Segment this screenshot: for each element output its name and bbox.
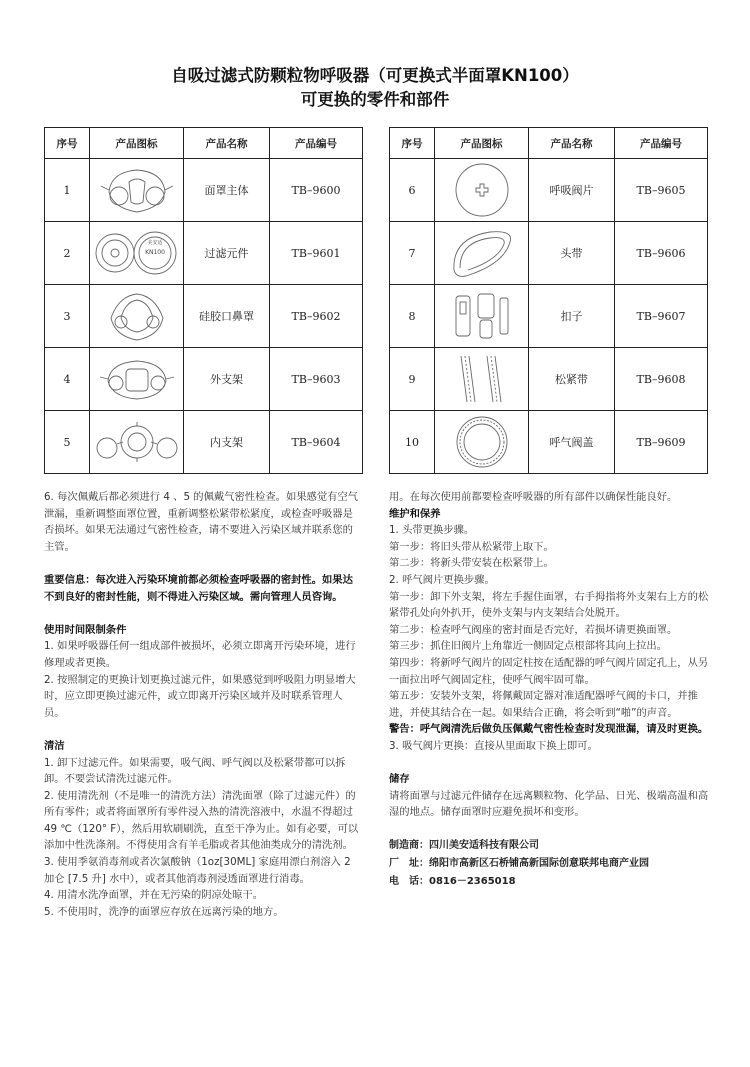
row-product-code: TB–9604 bbox=[270, 411, 363, 474]
manufacturer-company: 制造商：四川美安适科技有限公司 bbox=[389, 840, 539, 852]
paragraph: 3. 使用季氨消毒剂或者次氯酸钠（1oz[30ML] 家庭用漂白剂溶入 2 加仑 [7.5 升] 水中），或者其他消毒剂浸透面罩进行消毒。 bbox=[44, 856, 351, 885]
row-icon-cell bbox=[435, 159, 529, 222]
row-icon-cell bbox=[90, 159, 184, 222]
paragraph: 第三步：抓住旧阀片上角靠近一侧固定点根部将其向上拉出。 bbox=[389, 640, 668, 653]
head-strap-icon bbox=[435, 224, 528, 282]
instructions-right-column bbox=[389, 489, 713, 891]
table-header-row bbox=[45, 128, 363, 159]
row-number: 6 bbox=[390, 159, 435, 222]
elastic-band-icon bbox=[435, 350, 528, 408]
section-heading: 清洁 bbox=[44, 739, 65, 752]
row-product-code: TB–9607 bbox=[615, 285, 708, 348]
header-code: 产品编号 bbox=[270, 128, 363, 159]
row-product-code: TB–9608 bbox=[615, 348, 708, 411]
outer-bracket-icon bbox=[90, 351, 183, 407]
paragraph: 2. 呼气阀片更换步骤。 bbox=[389, 573, 495, 586]
row-product-name: 面罩主体 bbox=[184, 159, 270, 222]
table-header-row bbox=[390, 128, 708, 159]
header-icon: 产品图标 bbox=[90, 128, 184, 159]
paragraph: 用。在每次使用前都要检查呼吸器的所有部件以确保性能良好。 bbox=[389, 491, 678, 503]
row-icon-cell bbox=[435, 411, 529, 474]
manufacturer-info bbox=[389, 837, 713, 891]
row-number: 9 bbox=[390, 348, 435, 411]
table-row bbox=[390, 159, 708, 222]
header-name: 产品名称 bbox=[529, 128, 615, 159]
section-heading: 储存 bbox=[389, 773, 410, 786]
instructions-left-column bbox=[44, 489, 362, 920]
row-product-code: TB–9606 bbox=[615, 222, 708, 285]
paragraph: 第五步：安装外支架，将佩戴固定器对准适配器呼气阀的卡口，并推进，并使其结合在一起。如果结合正确，将会听到“啪”的声音。 bbox=[389, 690, 698, 719]
row-product-code: TB–9602 bbox=[270, 285, 363, 348]
row-product-code: TB–9605 bbox=[615, 159, 708, 222]
paragraph: 重要信息：每次进入污染环境前都必须检查呼吸器的密封性。如果达不到良好的密封性能，则不得进入污染区域。需向管理人员咨询。 bbox=[44, 573, 353, 603]
paragraph: 第一步：将旧头带从松紧带上取下。 bbox=[389, 540, 554, 553]
header-num: 序号 bbox=[45, 128, 90, 159]
paragraph-spacer bbox=[44, 555, 362, 572]
title-line-1: 自吸过滤式防颗粒物呼吸器（可更换式半面罩KN100） bbox=[171, 66, 579, 85]
paragraph: 5. 不使用时，洗净的面罩应存放在远离污染的地方。 bbox=[44, 905, 284, 918]
buckle-icon bbox=[435, 288, 528, 344]
mask-body-icon bbox=[90, 162, 183, 218]
row-icon-cell bbox=[435, 222, 529, 285]
row-number: 5 bbox=[45, 411, 90, 474]
paragraph: 第二步：将新头带安装在松紧带上。 bbox=[389, 557, 554, 570]
section-heading: 使用时间限制条件 bbox=[44, 623, 127, 636]
row-icon-cell bbox=[90, 411, 184, 474]
table-row bbox=[45, 159, 363, 222]
manufacturer-address: 厂 址：绵阳市高新区石桥铺高新国际创意联邦电商产业园 bbox=[389, 858, 649, 870]
table-row bbox=[390, 348, 708, 411]
row-icon-cell bbox=[90, 285, 184, 348]
row-number: 4 bbox=[45, 348, 90, 411]
section-heading: 维护和保养 bbox=[389, 507, 441, 520]
paragraph: 1. 如果呼吸器任何一组成部件被损坏，必须立即离开污染环境，进行修理或者更换。 bbox=[44, 640, 356, 669]
row-product-name: 外支架 bbox=[184, 348, 270, 411]
row-product-code: TB–9600 bbox=[270, 159, 363, 222]
row-icon-cell bbox=[435, 348, 529, 411]
row-product-name: 扣子 bbox=[529, 285, 615, 348]
row-product-code: TB–9603 bbox=[270, 348, 363, 411]
header-code: 产品编号 bbox=[615, 128, 708, 159]
table-row bbox=[45, 222, 363, 285]
row-product-code: TB–9609 bbox=[615, 411, 708, 474]
row-number: 10 bbox=[390, 411, 435, 474]
table-row bbox=[45, 285, 363, 348]
row-product-name: 呼气阀盖 bbox=[529, 411, 615, 474]
parts-table-right bbox=[389, 127, 708, 474]
valve-disc-icon bbox=[435, 161, 528, 219]
row-number: 7 bbox=[390, 222, 435, 285]
row-icon-cell bbox=[90, 222, 184, 285]
paragraph: 第四步：将新呼气阀片的固定柱按在适配器的呼气阀片固定孔上，从另一面拉出呼气阀固定柱，使呼气阀牢固可靠。 bbox=[389, 656, 709, 686]
paragraph: 2. 使用清洗剂（不是唯一的清洗方法）清洗面罩（除了过滤元件）的所有零件；或者将面罩所有零件浸入热的清洗溶液中，水温不得超过 49 ℃（120° F），然后用软刷刷洗，直至干净为止。如有必要，可以添加中性洗涤剂。不得使用含有羊毛脂或者其他油类成分的清洗剂。 bbox=[44, 789, 359, 852]
table-row bbox=[390, 285, 708, 348]
paragraph-spacer bbox=[44, 605, 362, 622]
document-title bbox=[0, 64, 750, 112]
filter-label-brand: 美安适 bbox=[146, 240, 163, 246]
paragraph: 2. 按照制定的更换计划更换过滤元件，如果感觉到呼吸阻力明显增大时，应立即更换过滤元件，或立即离开污染区域并及时联系管理人员。 bbox=[44, 673, 356, 719]
filter-label-kn100: KN100 bbox=[144, 249, 165, 256]
header-name: 产品名称 bbox=[184, 128, 270, 159]
header-icon: 产品图标 bbox=[435, 128, 529, 159]
paragraph-spacer bbox=[389, 755, 713, 772]
row-product-name: 硅胶口鼻罩 bbox=[184, 285, 270, 348]
paragraph: 第二步：检查呼气阀座的密封面是否完好，若损坏请更换面罩。 bbox=[389, 623, 678, 636]
paragraph: 4. 用清水洗净面罩，并在无污染的阴凉处晾干。 bbox=[44, 889, 264, 902]
paragraph: 请将面罩与过滤元件储存在远离颗粒物、化学品、日光、极端高温和高湿的地点。储存面罩时应避免损坏和变形。 bbox=[389, 789, 709, 819]
row-number: 3 bbox=[45, 285, 90, 348]
row-number: 2 bbox=[45, 222, 90, 285]
filter-element-icon bbox=[90, 224, 183, 282]
parts-table-left bbox=[44, 127, 363, 474]
header-num: 序号 bbox=[390, 128, 435, 159]
row-icon-cell bbox=[435, 285, 529, 348]
row-product-name: 呼吸阀片 bbox=[529, 159, 615, 222]
paragraph: 3. 吸气阀片更换：直接从里面取下换上即可。 bbox=[389, 739, 598, 752]
row-number: 1 bbox=[45, 159, 90, 222]
paragraph: 警告：呼气阀清洗后做负压佩戴气密性检查时发现泄漏，请及时更换。 bbox=[389, 723, 709, 736]
paragraph: 1. 头带更换步骤。 bbox=[389, 524, 475, 537]
paragraph: 第一步：卸下外支架，将左手握住面罩，右手拇指将外支架右上方的松紧带孔处向外扒开，使外支架与内支架结合处脱开。 bbox=[389, 590, 709, 620]
title-line-2: 可更换的零件和部件 bbox=[300, 90, 450, 109]
row-product-name: 松紧带 bbox=[529, 348, 615, 411]
row-product-name: 内支架 bbox=[184, 411, 270, 474]
inner-bracket-icon bbox=[90, 414, 183, 470]
row-number: 8 bbox=[390, 285, 435, 348]
row-product-name: 头带 bbox=[529, 222, 615, 285]
paragraph: 6. 每次佩戴后都必须进行 4 、5 的佩戴气密性检查。如果感觉有空气泄漏，重新调整面罩位置，重新调整松紧带松紧度，或检查呼吸器是否损坏。如果无法通过气密性检查，请不要进入污染区域并联系您的主管。 bbox=[44, 491, 359, 553]
table-row bbox=[45, 411, 363, 474]
table-row bbox=[390, 222, 708, 285]
row-icon-cell bbox=[90, 348, 184, 411]
paragraph: 1. 卸下过滤元件。如果需要，吸气阀、呼气阀以及松紧带都可以拆卸。不要尝试清洗过滤元件。 bbox=[44, 756, 346, 786]
paragraph-spacer bbox=[44, 721, 362, 738]
exhale-valve-cover-icon bbox=[435, 413, 528, 471]
manufacturer-phone: 电 话：0816－2365018 bbox=[389, 876, 516, 888]
row-product-code: TB–9601 bbox=[270, 222, 363, 285]
row-product-name: 过滤元件 bbox=[184, 222, 270, 285]
table-row bbox=[45, 348, 363, 411]
silicone-nose-cup-icon bbox=[90, 288, 183, 344]
table-row bbox=[390, 411, 708, 474]
